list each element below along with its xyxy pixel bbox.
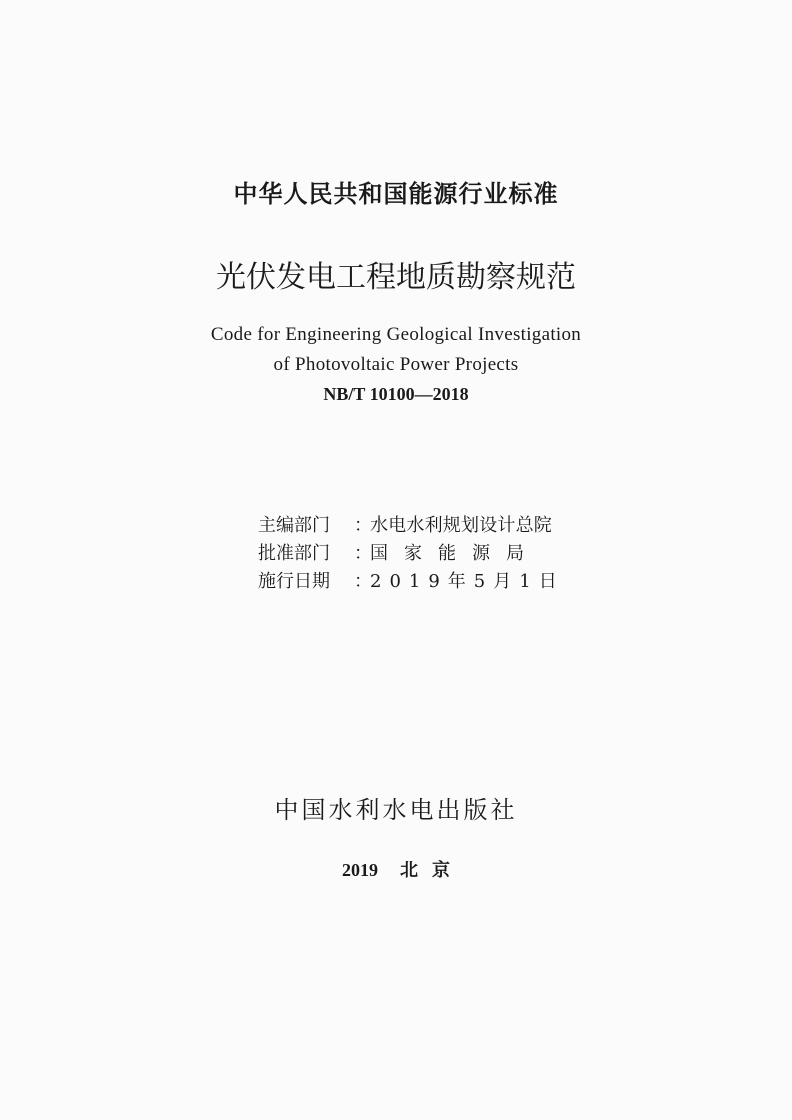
publisher-name: 中国水利水电出版社 <box>274 796 518 824</box>
effective-date-label: 施行日期 <box>258 571 330 592</box>
effective-date-separator: ： <box>354 571 372 592</box>
approver-separator: ： <box>354 543 372 564</box>
approver-value: 国家能源局 <box>370 543 540 564</box>
document-title-chinese: 光伏发电工程地质勘察规范 <box>216 260 576 295</box>
chief-editor-label: 主编部门 <box>258 515 330 536</box>
chief-editor-value: 水电水利规划设计总院 <box>370 515 552 536</box>
standard-code: NB/T 10100—2018 <box>323 384 469 404</box>
document-title-english-line2: of Photovoltaic Power Projects <box>273 354 519 375</box>
chief-editor-separator: ： <box>354 515 372 536</box>
publication-city-2: 京 <box>432 860 450 880</box>
meta-block <box>258 512 578 596</box>
approver-label: 批准部门 <box>258 543 330 564</box>
publication-year-city <box>0 856 792 882</box>
document-title-english-line1: Code for Engineering Geological Investigation <box>210 324 582 345</box>
meta-row-effective-date <box>258 568 578 596</box>
industry-standard-heading: 中华人民共和国能源行业标准 <box>233 180 559 208</box>
meta-row-chief-editor <box>258 512 578 540</box>
publication-year: 2019 <box>342 860 378 880</box>
meta-row-approver <box>258 540 578 568</box>
effective-date-value: 2019年5月1日 <box>370 571 565 592</box>
publication-city-1: 北 <box>400 860 418 880</box>
